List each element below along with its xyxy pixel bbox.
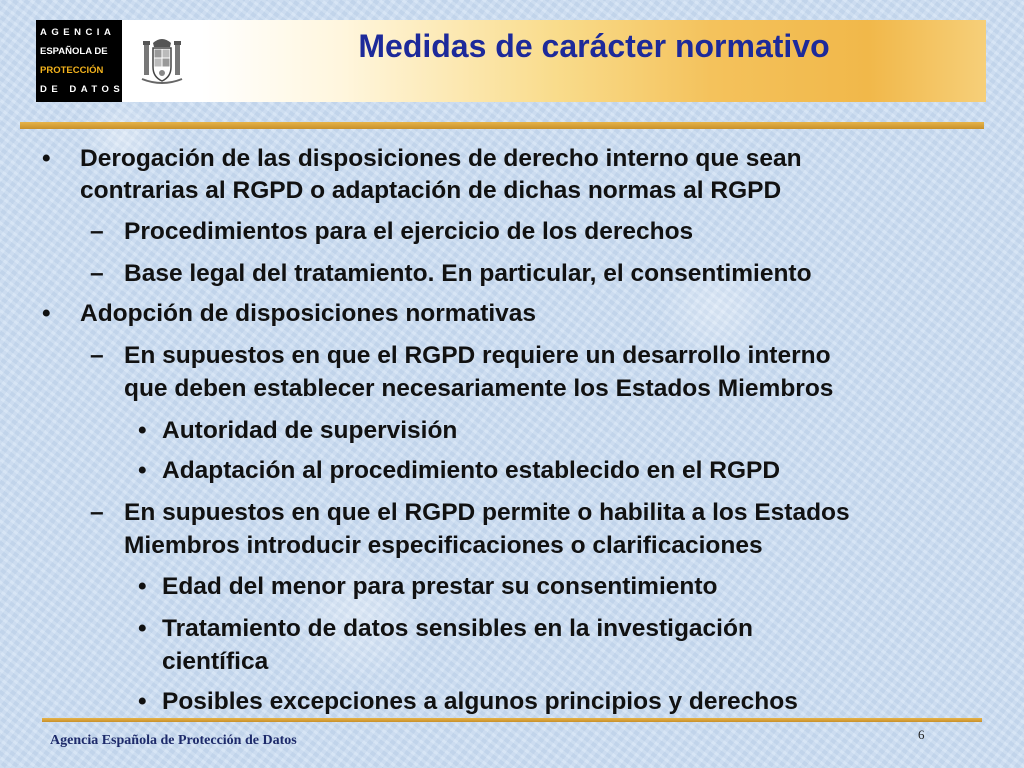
list-item-line: Edad del menor para prestar su consentimiento	[162, 573, 718, 600]
list-item-line: Autoridad de supervisión	[162, 417, 458, 444]
list-item-line: Tratamiento de datos sensibles en la investigación	[162, 615, 753, 642]
list-item-line: En supuestos en que el RGPD requiere un desarrollo interno	[124, 342, 831, 369]
list-item-line: Adopción de disposiciones normativas	[80, 300, 537, 327]
dash-marker: –	[90, 499, 104, 526]
list-item-line: Miembros introducir especificaciones o clarificaciones	[124, 532, 763, 559]
logo-line-4: DE DATOS	[40, 83, 125, 95]
list-item-line: Posibles excepciones a algunos principios y derechos	[162, 688, 798, 715]
bullet-marker: •	[138, 615, 147, 642]
bullet-marker: •	[138, 573, 147, 600]
list-item-line: que deben establecer necesariamente los Estados Miembros	[124, 375, 834, 402]
logo-line-1: AGENCIA	[40, 26, 116, 38]
dash-marker: –	[90, 218, 104, 245]
bullet-marker: •	[138, 457, 147, 484]
logo-line-2: ESPAÑOLA DE	[40, 45, 108, 57]
list-item-line: En supuestos en que el RGPD permite o habilita a los Estados	[124, 499, 850, 526]
list-item-line: Procedimientos para el ejercicio de los derechos	[124, 218, 694, 245]
list-item-line: Base legal del tratamiento. En particular, el consentimiento	[124, 260, 812, 287]
dash-marker: –	[90, 342, 104, 369]
dash-marker: –	[90, 260, 104, 287]
slide-title: Medidas de carácter normativo	[358, 28, 830, 64]
page-number: 6	[918, 727, 925, 742]
footer-divider	[42, 718, 982, 722]
logo-line-3: PROTECCIÓN	[40, 64, 104, 76]
bullet-marker: •	[42, 145, 51, 172]
list-item-line: científica	[162, 648, 269, 675]
bullet-marker: •	[138, 688, 147, 715]
list-item-line: contrarias al RGPD o adaptación de dichas normas al RGPD	[80, 177, 782, 204]
bullet-marker: •	[138, 417, 147, 444]
footer-organization: Agencia Española de Protección de Datos	[50, 733, 297, 748]
list-item-line: Derogación de las disposiciones de derecho interno que sean	[80, 145, 802, 172]
list-item-line: Adaptación al procedimiento establecido en el RGPD	[162, 457, 781, 484]
bullet-marker: •	[42, 300, 51, 327]
